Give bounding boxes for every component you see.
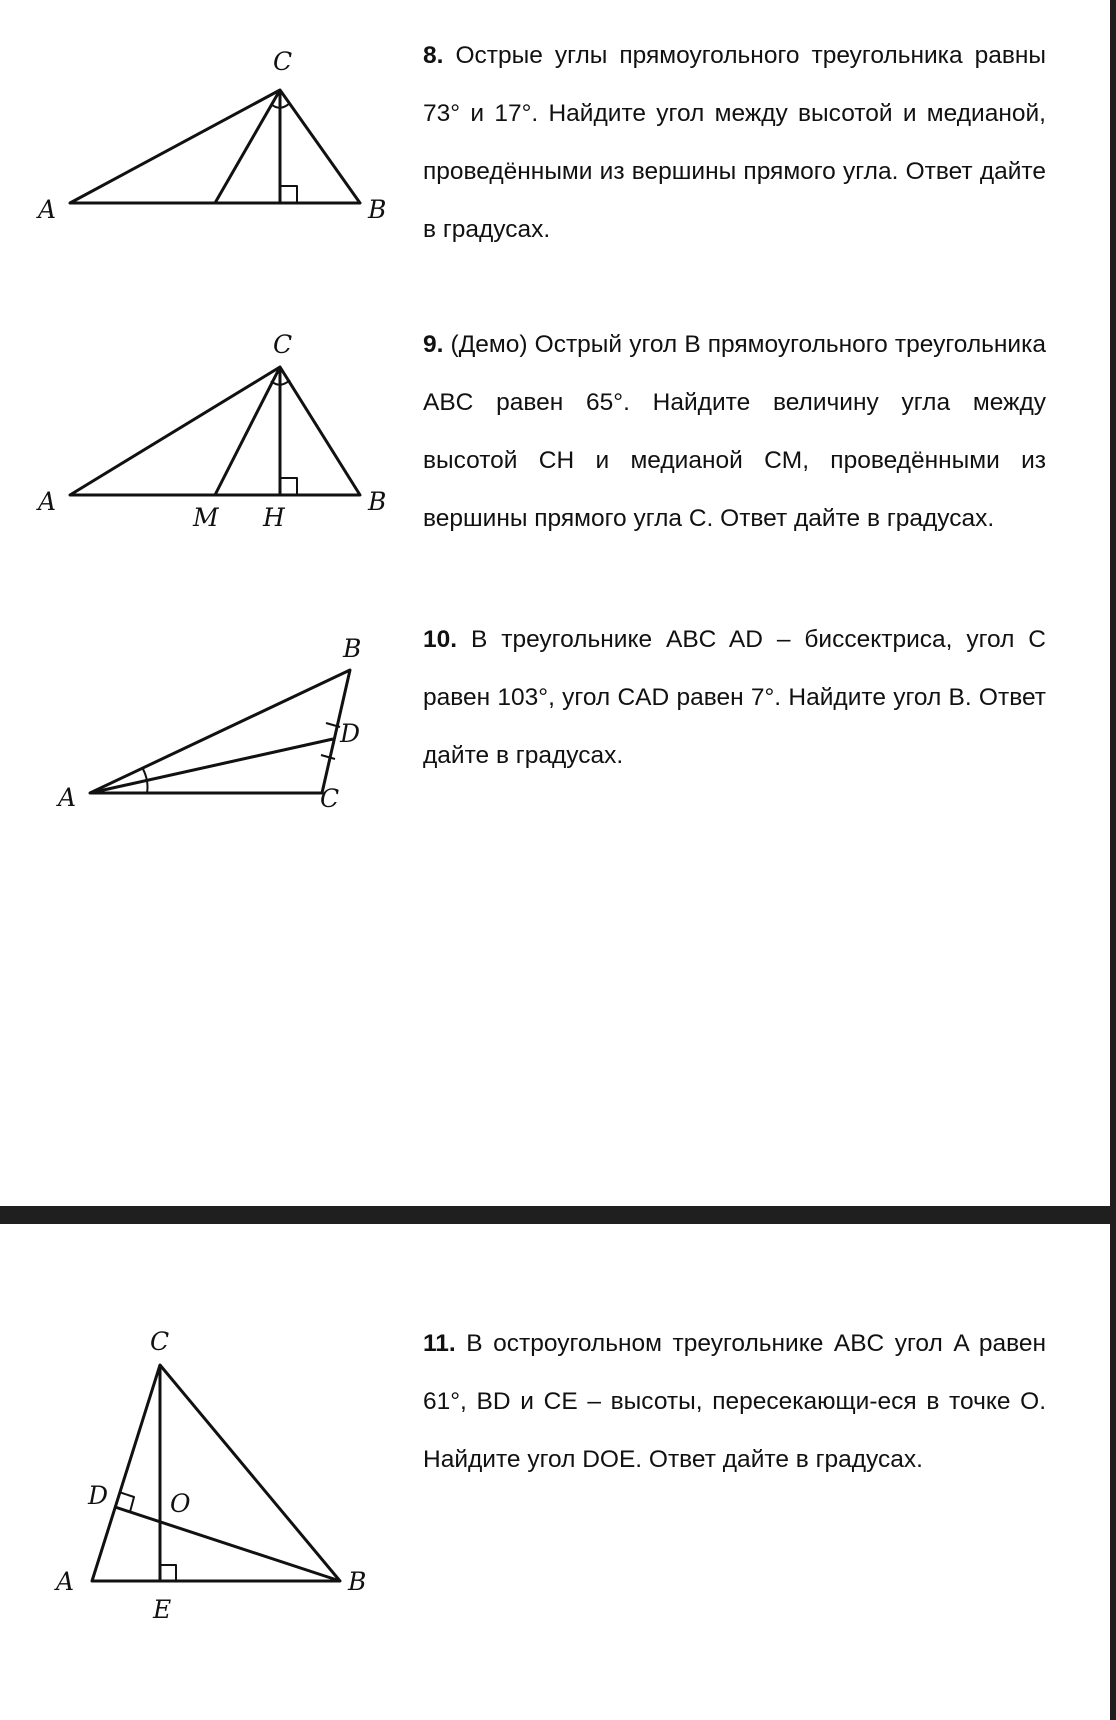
vertex-label-a: A — [56, 1567, 75, 1596]
problem-text: В треугольнике ABC AD – биссектриса, угол C равен 103°, угол CAD равен 7°. Найдите угол B. Ответ дайте в градусах. — [423, 626, 1047, 769]
vertex-label-b: B — [348, 1567, 367, 1596]
problem-11 — [423, 1315, 1046, 1489]
bisector-ad — [90, 739, 333, 793]
problem-number: 11. — [423, 1330, 456, 1357]
right-angle-mark-e — [160, 1565, 176, 1581]
angle-mark-cad — [147, 781, 148, 793]
point-label-d: D — [88, 1481, 109, 1510]
point-label-m: M — [193, 503, 219, 532]
vertex-label-a: A — [38, 195, 57, 224]
point-label-h: H — [263, 503, 285, 532]
problem-text: Острые углы прямоугольного треугольника равны 73° и 17°. Найдите угол между высотой и медианой, проведёнными из вершины прямого угла. Ответ дайте в градусах. — [423, 42, 1046, 243]
triangle-abc — [92, 1365, 340, 1581]
vertex-label-c: C — [273, 47, 293, 76]
vertex-label-a: A — [38, 487, 57, 516]
problem-10 — [423, 611, 1046, 785]
vertex-label-b: B — [343, 634, 362, 663]
point-label-o: O — [170, 1489, 191, 1518]
figure-problem-9 — [30, 330, 390, 535]
vertex-label-a: A — [58, 783, 77, 812]
figure-problem-10 — [30, 630, 390, 830]
triangle-abc — [70, 90, 360, 203]
right-angle-mark — [280, 478, 297, 495]
triangle-abc — [70, 367, 360, 495]
vertex-label-c: C — [150, 1327, 170, 1356]
problem-8 — [423, 27, 1046, 259]
vertex-label-b: B — [368, 195, 387, 224]
triangle-abc — [90, 670, 350, 793]
figure-problem-11 — [30, 1324, 390, 1624]
point-label-e: E — [153, 1595, 172, 1624]
problem-text: (Демо) Острый угол B прямоугольного треугольника ABC равен 65°. Найдите величину угла между высотой CH и медианой CM, проведёнными из вершины прямого угла C. Ответ дайте в градусах. — [423, 331, 1046, 532]
figure-problem-8 — [30, 40, 390, 240]
problem-text: В остроугольном треугольнике ABC угол A равен 61°, BD и CE – высоты, пересекающи-еся в точке O. Найдите угол DOE. Ответ дайте в градусах. — [423, 1330, 1046, 1473]
altitude-bd — [115, 1507, 340, 1581]
equal-mark-2 — [321, 755, 335, 759]
problem-number: 8. — [423, 42, 444, 69]
page-edge — [1110, 0, 1116, 1720]
vertex-label-c: C — [273, 330, 293, 359]
vertex-label-b: B — [368, 487, 387, 516]
angle-mark-bac — [143, 769, 147, 781]
point-label-d: D — [340, 719, 361, 748]
document-page-2 — [0, 1224, 1110, 1720]
vertex-label-c: C — [320, 784, 340, 813]
page-separator — [0, 1206, 1116, 1224]
right-angle-mark — [280, 186, 297, 203]
problem-number: 10. — [423, 626, 458, 653]
problem-9 — [423, 316, 1046, 548]
problem-number: 9. — [423, 331, 444, 358]
